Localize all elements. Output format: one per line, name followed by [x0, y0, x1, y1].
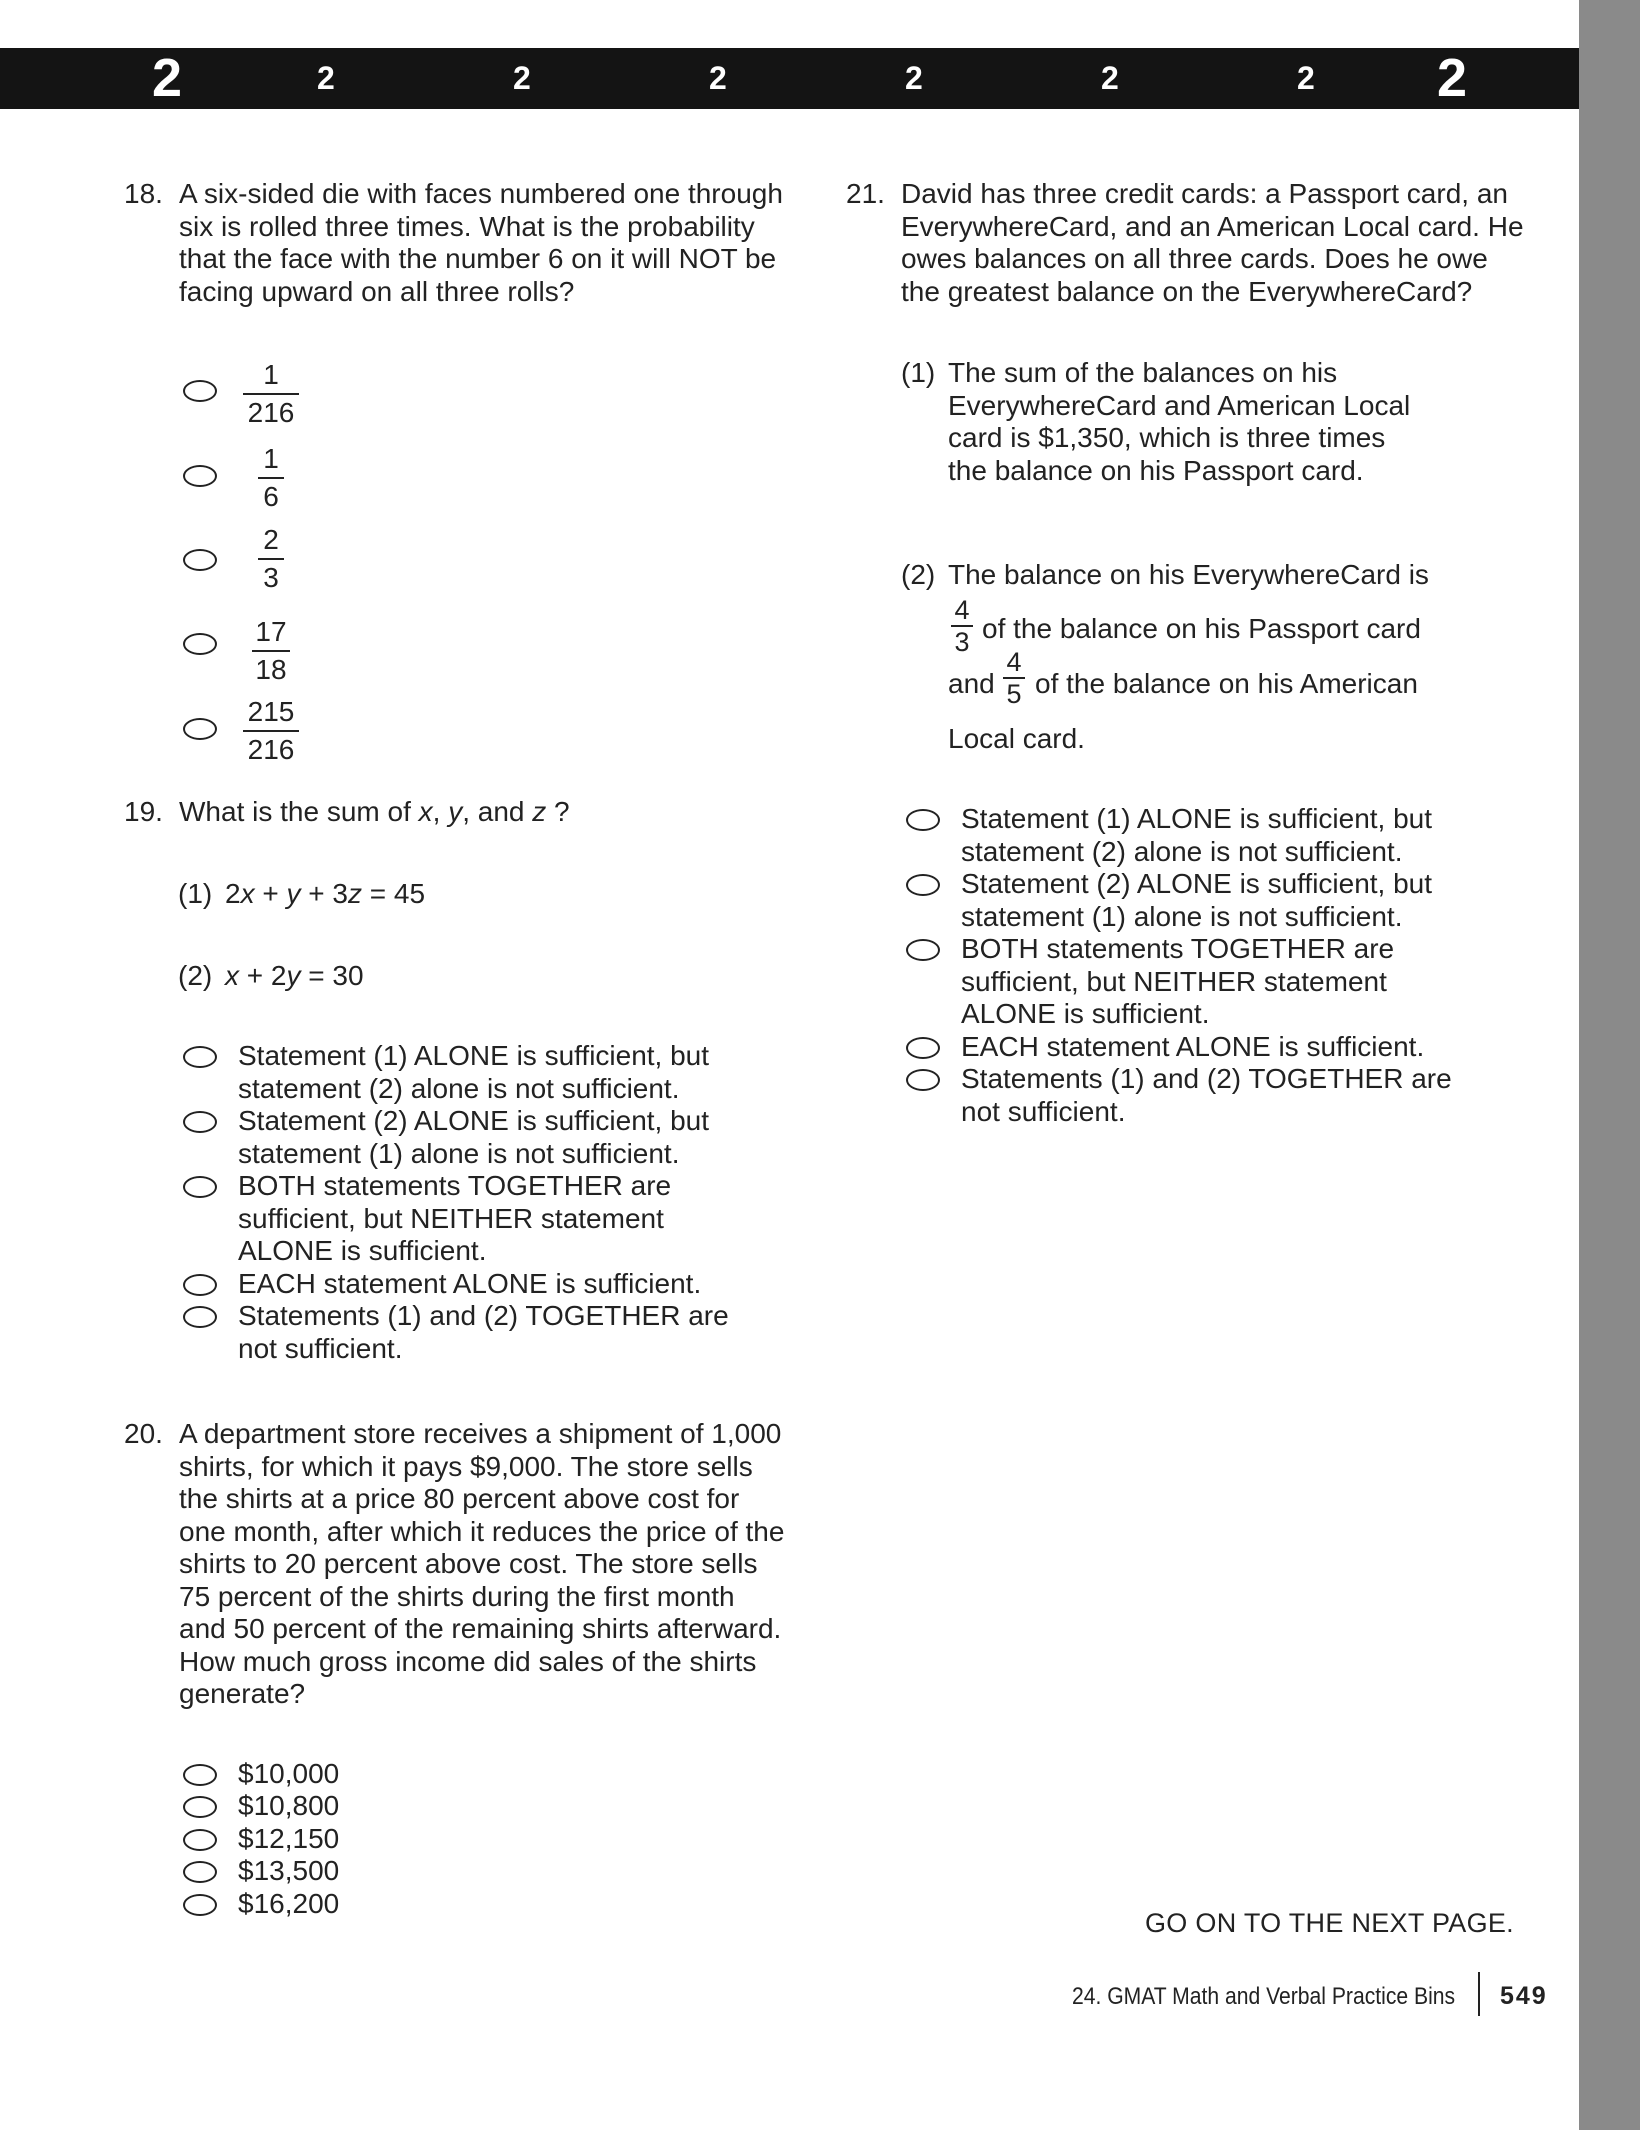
answer-option-text [238, 1268, 701, 1301]
option-line: Statement (1) ALONE is sufficient, but [238, 1040, 710, 1071]
numerator: 1 [263, 359, 279, 390]
section-header-band [0, 48, 1579, 109]
variable: z [347, 878, 362, 909]
statement-label: (1) [901, 357, 936, 388]
answer-bubble[interactable] [183, 1176, 217, 1198]
answer-bubble[interactable] [906, 1037, 940, 1059]
question-line: one month, after which it reduces the price of the [179, 1515, 785, 1547]
question-20 [124, 1418, 844, 1718]
numerator: 215 [247, 696, 295, 727]
inline-fraction [1003, 649, 1025, 707]
statement-label: (1) [178, 878, 213, 909]
variable: x [225, 960, 239, 991]
question-line: A six-sided die with faces numbered one through [179, 178, 783, 209]
statement-line: and [948, 668, 995, 699]
option-line: Statement (2) ALONE is sufficient, but [961, 868, 1433, 899]
statement-2 [178, 960, 678, 994]
question-21 [846, 178, 1566, 318]
text: = 30 [300, 960, 364, 991]
variable: y [286, 878, 301, 909]
answer-bubble[interactable] [906, 1069, 940, 1091]
answer-option-text [238, 1170, 671, 1268]
question-line: 75 percent of the shirts during the first month [179, 1580, 735, 1612]
answer-option-text [961, 803, 1432, 868]
section-number: 2 [1297, 60, 1315, 96]
statement-body [225, 960, 364, 993]
section-number: 2 [513, 60, 531, 96]
question-number: 21. [846, 178, 885, 209]
section-number: 2 [1437, 48, 1468, 108]
denominator: 5 [1006, 679, 1022, 709]
statement-line: the balance on his Passport card. [948, 454, 1364, 486]
variable: x [418, 796, 433, 827]
answer-option-text [961, 1063, 1452, 1128]
answer-bubble[interactable] [183, 1274, 217, 1296]
answer-bubble[interactable] [183, 633, 217, 655]
answer-option-text [238, 1300, 729, 1365]
question-line: the greatest balance on the EverywhereCard? [901, 275, 1473, 307]
variable: z [532, 796, 547, 827]
text: , [432, 796, 449, 827]
statement-body [948, 357, 1410, 487]
inline-fraction [951, 597, 973, 655]
question-text [179, 796, 570, 829]
answer-bubble[interactable] [906, 939, 940, 961]
denominator: 216 [247, 397, 295, 428]
answer-bubble[interactable] [183, 549, 217, 571]
option-line: statement (2) alone is not sufficient. [238, 1072, 680, 1104]
question-line: six is rolled three times. What is the probability [179, 210, 755, 242]
question-number: 19. [124, 796, 163, 827]
text: What is the sum of [179, 796, 419, 827]
statement-2 [901, 559, 1461, 599]
page-number: 549 [1500, 1982, 1548, 2010]
option-line: ALONE is sufficient. [961, 998, 1210, 1029]
answer-option-text: $12,150 [238, 1823, 340, 1854]
question-line: generate? [179, 1678, 306, 1709]
statement-line: card is $1,350, which is three times [948, 422, 1386, 453]
question-line: that the face with the number 6 on it will NOT be [179, 243, 777, 274]
question-line: and 50 percent of the remaining shirts afterward. [179, 1613, 782, 1644]
text: = 45 [361, 878, 426, 909]
answer-fraction [258, 444, 284, 512]
denominator: 216 [247, 734, 295, 765]
answer-option-text [961, 1031, 1424, 1064]
option-line: BOTH statements TOGETHER are [961, 933, 1395, 964]
section-number: 2 [1101, 60, 1119, 96]
option-line: Statement (1) ALONE is sufficient, but [961, 803, 1433, 834]
option-line: sufficient, but NEITHER statement [238, 1202, 664, 1234]
answer-fraction [258, 525, 284, 593]
question-line: owes balances on all three cards. Does he owe [901, 243, 1488, 274]
variable: y [286, 960, 301, 991]
numerator: 1 [263, 443, 279, 474]
option-line: EACH statement ALONE is sufficient. [961, 1031, 1425, 1062]
footer-divider [1478, 1972, 1480, 2016]
numerator: 17 [255, 616, 287, 647]
text: + 3 [300, 878, 348, 909]
section-number: 2 [905, 60, 923, 96]
variable: x [240, 878, 255, 909]
denominator: 3 [263, 562, 279, 593]
option-line: Statements (1) and (2) TOGETHER are [961, 1063, 1452, 1094]
option-line: EACH statement ALONE is sufficient. [238, 1268, 702, 1299]
numerator: 2 [263, 524, 279, 555]
statement-line: EverywhereCard and American Local [948, 389, 1411, 421]
statement-line: Local card. [948, 723, 1085, 754]
numerator: 4 [1006, 647, 1022, 677]
answer-bubble[interactable] [906, 809, 940, 831]
answer-fraction [243, 360, 299, 428]
option-line: Statement (2) ALONE is sufficient, but [238, 1105, 710, 1136]
text: 2 [225, 878, 241, 909]
section-number: 2 [152, 48, 183, 108]
option-line: sufficient, but NEITHER statement [961, 965, 1387, 997]
option-line: statement (1) alone is not sufficient. [961, 900, 1403, 932]
question-19 [124, 796, 824, 830]
text: + [254, 878, 287, 909]
statement-label: (2) [901, 559, 936, 590]
option-line: Statements (1) and (2) TOGETHER are [238, 1300, 729, 1331]
question-line: EverywhereCard, and an American Local card. He [901, 210, 1524, 242]
answer-bubble[interactable] [183, 1796, 217, 1818]
statement-1 [178, 878, 678, 912]
answer-bubble[interactable] [183, 1306, 217, 1328]
question-number: 18. [124, 178, 163, 209]
question-line: shirts, for which it pays $9,000. The store sells [179, 1450, 753, 1482]
statement-line: The sum of the balances on his [948, 357, 1338, 388]
question-line: A department store receives a shipment of 1,000 [179, 1418, 782, 1449]
answer-bubble[interactable] [183, 465, 217, 487]
answer-bubble[interactable] [183, 1764, 217, 1786]
answer-option-text: $16,200 [238, 1888, 340, 1919]
answer-fraction [252, 617, 290, 685]
option-line: not sufficient. [238, 1332, 403, 1364]
question-text [179, 1418, 784, 1711]
text: + 2 [239, 960, 287, 991]
question-18 [124, 178, 824, 318]
section-number: 2 [709, 60, 727, 96]
variable: y [448, 796, 463, 827]
option-line: not sufficient. [961, 1095, 1126, 1127]
answer-bubble[interactable] [183, 1894, 217, 1916]
text: , and [462, 796, 533, 827]
statement-label: (2) [178, 960, 213, 991]
question-line: shirts to 20 percent above cost. The store sells [179, 1548, 758, 1579]
answer-option-text [238, 1105, 709, 1170]
answer-fraction [243, 697, 299, 765]
denominator: 6 [263, 481, 279, 512]
question-line: facing upward on all three rolls? [179, 275, 575, 307]
answer-option-text: $10,800 [238, 1790, 340, 1821]
statement-body [225, 878, 425, 911]
question-line: How much gross income did sales of the shirts [179, 1645, 757, 1677]
denominator: 18 [255, 654, 287, 685]
answer-bubble[interactable] [183, 1829, 217, 1851]
question-number: 20. [124, 1418, 163, 1449]
question-text [901, 178, 1524, 308]
answer-bubble[interactable] [906, 874, 940, 896]
text: ? [546, 796, 570, 827]
denominator: 3 [954, 627, 970, 657]
page-edge-strip [1579, 0, 1640, 2130]
question-line: the shirts at a price 80 percent above cost for [179, 1483, 740, 1514]
go-on-notice: GO ON TO THE NEXT PAGE. [1145, 1908, 1514, 1938]
option-line: statement (1) alone is not sufficient. [238, 1137, 680, 1169]
chapter-title: 24. GMAT Math and Verbal Practice Bins [1072, 1983, 1456, 2010]
answer-option-text [961, 933, 1394, 1031]
statement-line: of the balance on his Passport card [982, 613, 1421, 644]
answer-bubble[interactable] [183, 718, 217, 740]
answer-bubble[interactable] [183, 1111, 217, 1133]
option-line: ALONE is sufficient. [238, 1235, 487, 1266]
answer-bubble[interactable] [183, 1046, 217, 1068]
answer-option-text [961, 868, 1432, 933]
section-number: 2 [317, 60, 335, 96]
answer-option-text: $10,000 [238, 1758, 340, 1789]
option-line: statement (2) alone is not sufficient. [961, 835, 1403, 867]
answer-bubble[interactable] [183, 1861, 217, 1883]
question-line: David has three credit cards: a Passport card, an [901, 178, 1508, 209]
answer-bubble[interactable] [183, 380, 217, 402]
statement-line: of the balance on his American [1035, 668, 1418, 699]
question-text [179, 178, 783, 308]
option-line: BOTH statements TOGETHER are [238, 1170, 672, 1201]
answer-option-text [238, 1040, 709, 1105]
numerator: 4 [954, 595, 970, 625]
statement-line: The balance on his EverywhereCard is [948, 559, 1429, 590]
statement-1 [901, 357, 1461, 497]
answer-option-text: $13,500 [238, 1855, 340, 1886]
